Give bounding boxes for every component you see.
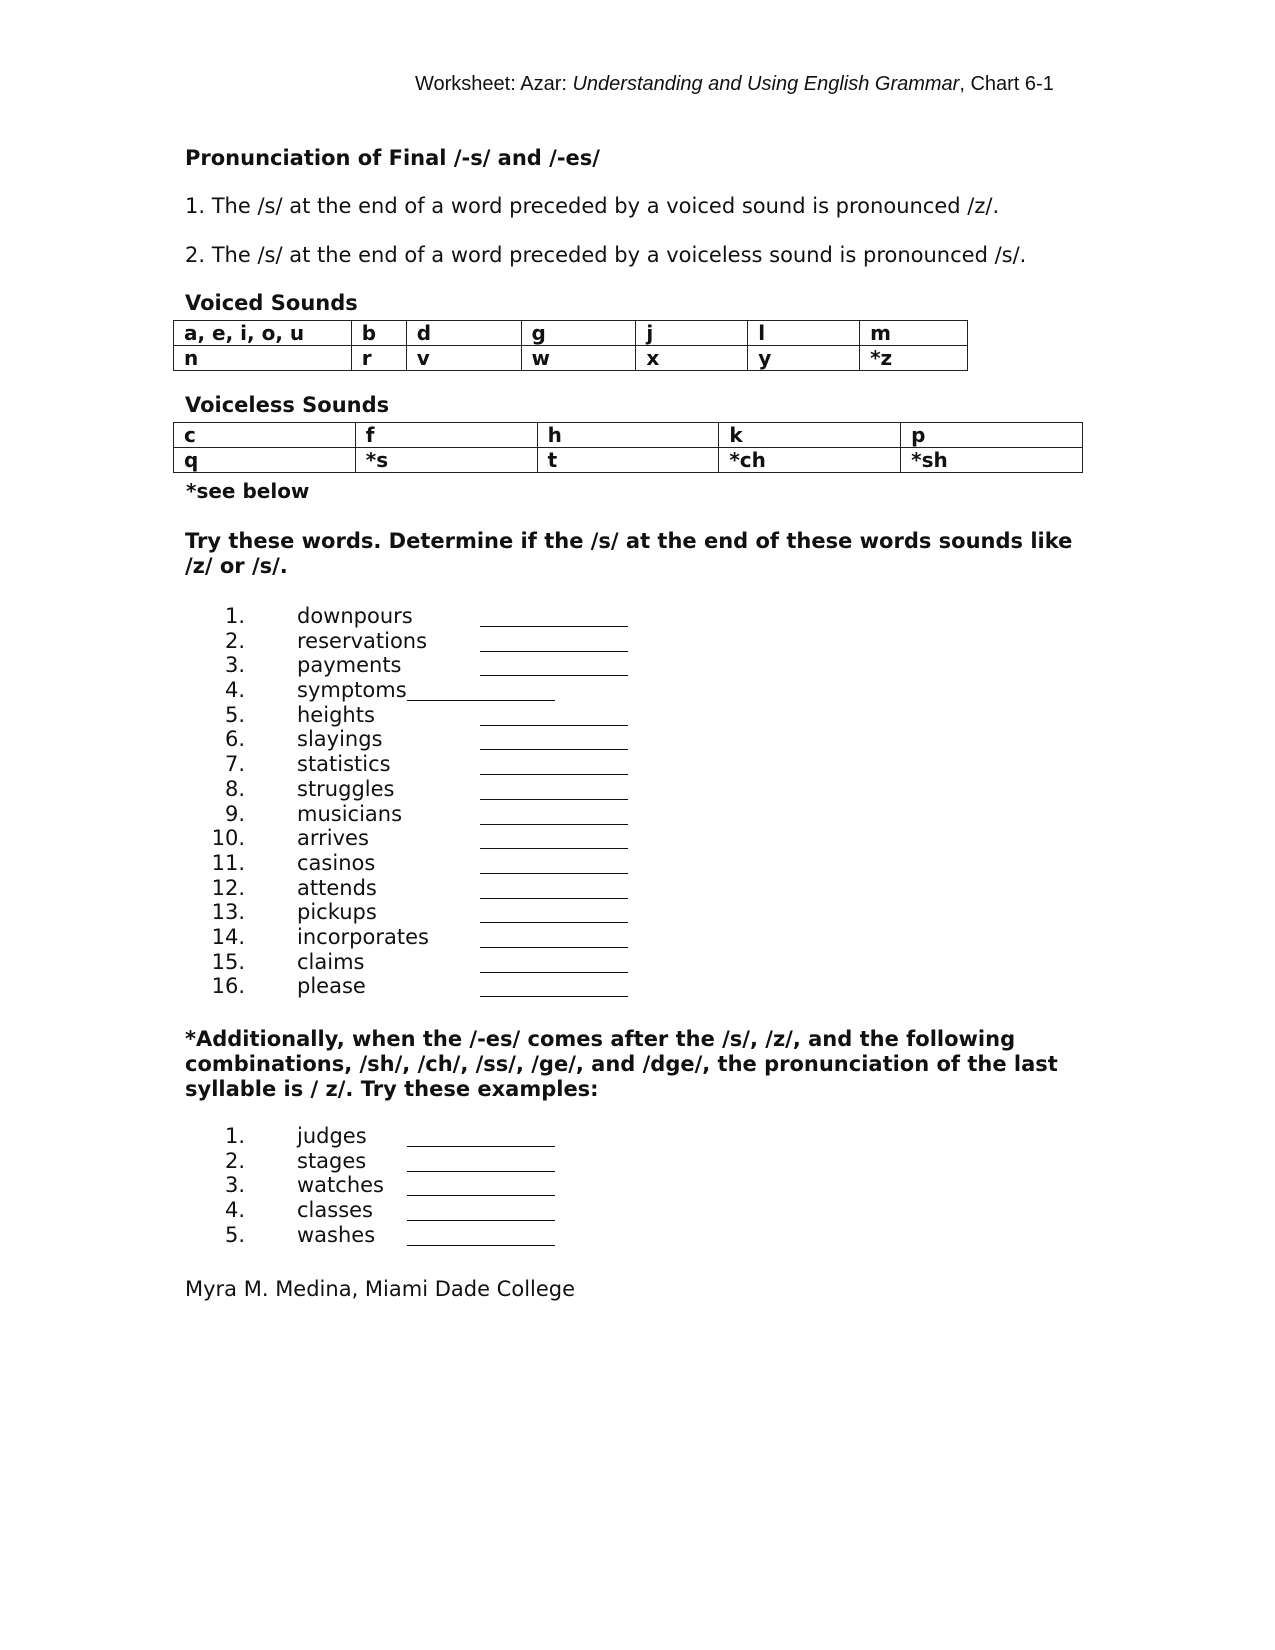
item-word: watches <box>297 1173 384 1198</box>
item-word: musicians <box>297 801 403 826</box>
list-item <box>185 925 645 950</box>
voiced-cell: j <box>636 321 748 346</box>
list-item <box>185 1173 585 1198</box>
answer-blank[interactable] <box>480 824 628 825</box>
exercise-1-word-list <box>185 604 645 999</box>
list-item <box>185 802 645 827</box>
voiceless-cell: *sh <box>901 448 1083 473</box>
answer-blank[interactable] <box>407 1245 555 1246</box>
exercise-1-instructions: Try these words. Determine if the /s/ at the end of these words sounds like /z/ or /s/. <box>185 529 1073 578</box>
answer-blank[interactable] <box>480 626 628 627</box>
item-number: 13. <box>211 900 245 925</box>
item-word: judges <box>297 1124 367 1148</box>
list-item <box>185 1198 585 1223</box>
list-item <box>185 727 645 752</box>
exercise-2-instructions: *Additionally, when the /-es/ comes after the /s/, /z/, and the following combinations, /sh/, /ch/, /ss/, /ge/, and /dge/, the pronunciation of the last syllable is / z/. Try these examples: <box>185 1027 1058 1101</box>
see-below-note: *see below <box>186 479 310 503</box>
list-item <box>185 604 645 629</box>
voiceless-cell: k <box>719 423 901 448</box>
item-number: 2. <box>224 1148 245 1173</box>
answer-blank[interactable] <box>480 725 628 726</box>
voiceless-row-1 <box>174 423 1083 448</box>
header-prefix: Worksheet: Azar: <box>415 73 573 95</box>
item-word: statistics <box>297 752 391 777</box>
list-item <box>185 826 645 851</box>
voiced-cell: x <box>636 346 748 371</box>
list-item <box>185 1149 585 1174</box>
answer-blank[interactable] <box>480 749 628 750</box>
list-item <box>185 974 645 999</box>
item-word: heights <box>297 702 375 727</box>
list-item <box>185 752 645 777</box>
answer-blank[interactable] <box>480 774 628 775</box>
answer-blank[interactable] <box>480 996 628 997</box>
item-word: downpours <box>297 604 413 628</box>
answer-blank[interactable] <box>407 1171 555 1172</box>
voiced-cell: m <box>860 321 968 346</box>
exercise-2-word-list <box>185 1124 585 1247</box>
voiceless-cell: *s <box>355 448 537 473</box>
voiced-cell: n <box>174 346 352 371</box>
answer-blank[interactable] <box>407 1195 555 1196</box>
page-title: Pronunciation of Final /-s/ and /-es/ <box>185 146 600 170</box>
voiceless-cell: h <box>537 423 719 448</box>
list-item <box>185 1223 585 1248</box>
voiced-cell: w <box>521 346 636 371</box>
item-number: 15. <box>211 949 245 974</box>
voiceless-row-2 <box>174 448 1083 473</box>
worksheet-header <box>415 73 1054 96</box>
voiceless-cell: p <box>901 423 1083 448</box>
item-number: 9. <box>224 801 245 826</box>
voiced-row-2 <box>174 346 968 371</box>
item-word: washes <box>297 1222 376 1247</box>
author-credit: Myra M. Medina, Miami Dade College <box>185 1277 576 1301</box>
item-word: casinos <box>297 850 376 875</box>
answer-blank[interactable] <box>480 799 628 800</box>
answer-blank[interactable] <box>480 972 628 973</box>
list-item <box>185 851 645 876</box>
item-word: reservations <box>297 628 428 653</box>
item-number: 7. <box>224 752 245 777</box>
book-title: Understanding and Using English Grammar <box>572 73 960 95</box>
voiced-cell: g <box>521 321 636 346</box>
voiceless-cell: c <box>174 423 356 448</box>
header-suffix: , Chart 6-1 <box>959 73 1054 95</box>
item-word: symptoms <box>297 678 407 703</box>
answer-blank[interactable] <box>480 675 628 676</box>
item-number: 4. <box>224 1198 245 1223</box>
answer-blank[interactable] <box>480 947 628 948</box>
answer-blank[interactable] <box>480 651 628 652</box>
rule-2: 2. The /s/ at the end of a word preceded by a voiceless sound is pronounced /s/. <box>185 243 1027 267</box>
item-number: 10. <box>211 826 245 851</box>
item-word: classes <box>297 1198 373 1223</box>
voiced-sounds-title: Voiced Sounds <box>185 291 358 315</box>
voiced-cell: d <box>406 321 521 346</box>
answer-blank[interactable] <box>480 898 628 899</box>
voiceless-sounds-title: Voiceless Sounds <box>185 393 390 417</box>
voiced-cell: r <box>351 346 406 371</box>
voiceless-cell: t <box>537 448 719 473</box>
item-word: stages <box>297 1148 367 1173</box>
list-item <box>185 950 645 975</box>
item-number: 2. <box>224 628 245 653</box>
voiced-row-1 <box>174 321 968 346</box>
answer-blank[interactable] <box>407 1220 555 1221</box>
list-item <box>185 678 645 703</box>
list-item <box>185 653 645 678</box>
item-number: 5. <box>224 1222 245 1247</box>
voiceless-cell: *ch <box>719 448 901 473</box>
item-number: 11. <box>211 850 245 875</box>
item-number: 4. <box>224 678 245 703</box>
answer-blank[interactable] <box>407 700 555 701</box>
item-number: 3. <box>224 1173 245 1198</box>
list-item <box>185 876 645 901</box>
voiced-cell: v <box>406 346 521 371</box>
list-item <box>185 900 645 925</box>
item-number: 6. <box>224 727 245 752</box>
voiceless-cell: f <box>355 423 537 448</box>
item-word: incorporates <box>297 924 429 949</box>
list-item <box>185 629 645 654</box>
item-number: 8. <box>224 776 245 801</box>
item-word: pickups <box>297 900 377 925</box>
item-number: 3. <box>224 653 245 678</box>
item-number: 16. <box>211 974 245 999</box>
item-number: 1. <box>224 1124 245 1148</box>
answer-blank[interactable] <box>407 1146 555 1147</box>
voiced-cell: a, e, i, o, u <box>174 321 352 346</box>
item-word: struggles <box>297 776 395 801</box>
item-word: slayings <box>297 727 383 752</box>
voiced-cell: b <box>351 321 406 346</box>
item-number: 1. <box>224 604 245 628</box>
voiced-sounds-table <box>173 320 968 371</box>
answer-blank[interactable] <box>480 873 628 874</box>
item-word: payments <box>297 653 402 678</box>
voiceless-cell: q <box>174 448 356 473</box>
list-item <box>185 777 645 802</box>
item-number: 12. <box>211 875 245 900</box>
voiced-cell: y <box>748 346 860 371</box>
item-word: please <box>297 974 366 999</box>
item-word: attends <box>297 875 377 900</box>
voiced-cell: *z <box>860 346 968 371</box>
rule-1: 1. The /s/ at the end of a word preceded by a voiced sound is pronounced /z/. <box>185 194 1000 218</box>
list-item <box>185 1124 585 1149</box>
item-number: 5. <box>224 702 245 727</box>
item-word: claims <box>297 949 365 974</box>
answer-blank[interactable] <box>480 922 628 923</box>
item-number: 14. <box>211 924 245 949</box>
list-item <box>185 703 645 728</box>
item-word: arrives <box>297 826 369 851</box>
answer-blank[interactable] <box>480 848 628 849</box>
voiced-cell: l <box>748 321 860 346</box>
voiceless-sounds-table <box>173 422 1083 473</box>
